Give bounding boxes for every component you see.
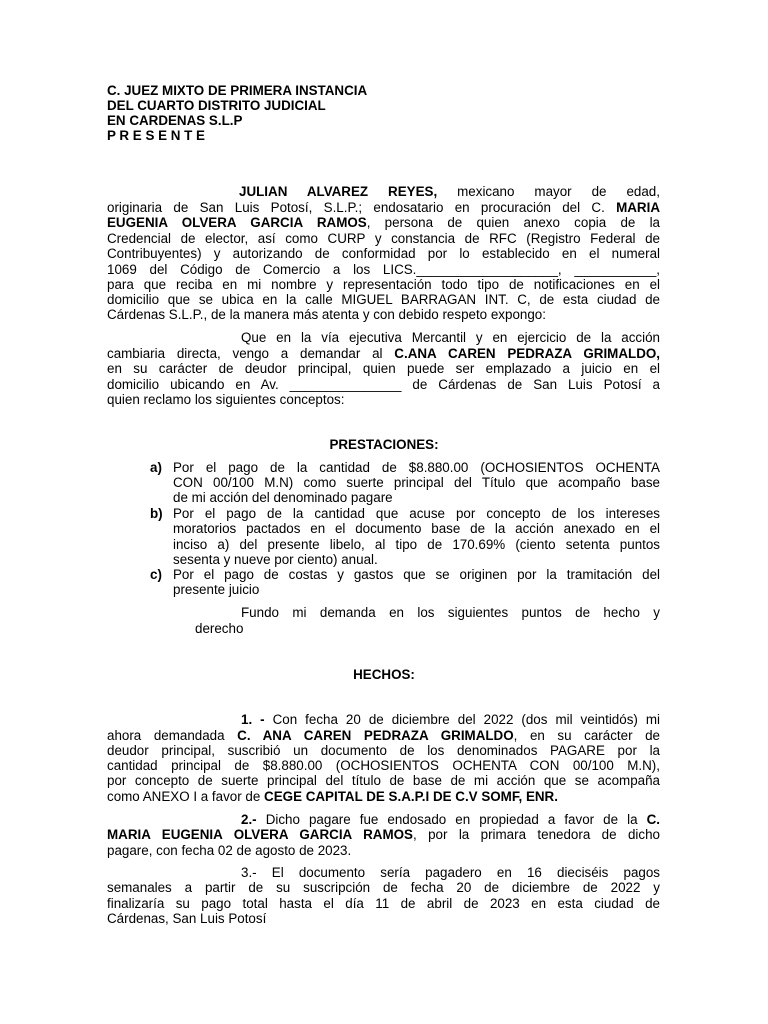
hecho-1-line-2-text-c: , en su carácter de — [513, 728, 661, 743]
intro-line-1-text: mexicano mayor de edad, — [437, 184, 660, 199]
intro-line-9: Cárdenas S.L.P., de la manera más atenta y con debido respeto expongo: — [107, 307, 546, 322]
demand-line-1: Que en la vía ejecutiva Mercantil y en ejercicio de la acción — [241, 330, 660, 345]
prestacion-c-line-1: Por el pago de costas y gastos que se originen por la tramitación del — [173, 567, 660, 582]
demand-line-3: en su carácter de deudor principal, quien puede ser emplazado a juicio en el — [107, 361, 660, 376]
hecho-3-line-4: Cárdenas, San Luis Potosí — [107, 911, 267, 926]
hecho-1-creditor: CEGE CAPITAL DE S.A.P.I DE C.V SOMF, ENR. — [264, 789, 558, 804]
prestacion-b-label: b) — [150, 506, 163, 521]
hecho-1-line-4: cantidad principal de $8.880.00 (OCHOSIENTOS OCHENTA CON 00/100 M.N), — [107, 758, 660, 773]
demand-line-2 — [107, 346, 660, 362]
prestacion-a-line-2: CON 00/100 M.N) como suerte principal del Título que acompaño base — [173, 475, 660, 490]
hecho-1-line-2-text-a: ahora demandada — [107, 728, 238, 743]
hecho-1-line-1 — [241, 712, 660, 728]
demand-line-2-text: cambiaria directa, vengo a demandar al — [107, 346, 395, 361]
plaintiff-name: JULIAN ALVAREZ REYES, — [239, 184, 438, 199]
fundo-line-2: derecho — [195, 621, 244, 636]
hecho-2-line-1-bold: C. — [646, 812, 660, 827]
intro-line-2-text: originaria de San Luis Potosí, S.L.P.; endosatario en procuración del C. — [107, 200, 617, 215]
prestacion-a — [107, 460, 660, 508]
header-line-2: DEL CUARTO DISTRITO JUDICIAL — [107, 98, 326, 113]
hecho-1-line-6 — [107, 789, 558, 805]
hecho-1-line-5: por concepto de suerte principal del título de base de mi acción que se acompaña — [107, 773, 660, 788]
hecho-1-line-1-text: Con fecha 20 de diciembre del 2022 (dos mil veintidós) mi — [264, 712, 660, 727]
header-line-4: P R E S E N T E — [107, 128, 205, 143]
hecho-2-line-3: pagare, con fecha 02 de agosto de 2023. — [107, 843, 352, 858]
prestacion-b-line-4: sesenta y nueve por ciento) anual. — [173, 552, 378, 567]
prestacion-b-line-3: inciso a) del presente libelo, al tipo de 170.69% (ciento setenta puntos — [173, 537, 660, 552]
prestaciones-title: PRESTACIONES: — [329, 437, 439, 452]
endorser-first-name: MARIA — [616, 200, 660, 215]
prestacion-c — [107, 567, 660, 599]
prestacion-b-line-2: moratorios pactados en el documento base de la acción anexado en el — [173, 521, 660, 536]
prestacion-a-label: a) — [150, 460, 162, 475]
prestacion-c-label: c) — [150, 567, 162, 582]
hecho-2-line-1 — [241, 812, 660, 828]
header-line-3: EN CARDENAS S.L.P — [107, 113, 243, 128]
prestacion-a-line-3: de mi acción del denominado pagare — [173, 490, 393, 505]
hecho-2-line-1-text: Dicho pagare fue endosado en propiedad a favor de la — [256, 812, 647, 827]
intro-line-2 — [107, 200, 660, 216]
hecho-1-line-3: deudor principal, suscribió un documento de los denominados PAGARE por la — [107, 743, 660, 758]
hecho-2-number: 2.- — [241, 812, 257, 827]
hecho-1-defendant: C. ANA CAREN PEDRAZA GRIMALDO — [237, 728, 514, 743]
endorser-last-name: EUGENIA OLVERA GARCIA RAMOS — [107, 215, 367, 230]
hecho-3-line-3: finalizaría su pago total hasta el día 11 de abril de 2023 en esta ciudad de — [107, 896, 660, 911]
prestacion-a-line-1: Por el pago de la cantidad de $8.880.00 (OCHOSIENTOS OCHENTA — [173, 460, 660, 475]
intro-line-7: para que reciba en mi nombre y representación todo tipo de notificaciones en el — [107, 277, 660, 292]
hecho-2-endorsee: MARIA EUGENIA OLVERA GARCIA RAMOS — [107, 827, 413, 842]
hechos-title: HECHOS: — [353, 667, 415, 682]
hecho-2-line-2-text: , por la primara tenedora de dicho — [412, 827, 660, 842]
intro-line-5: Contribuyentes) y autorizando de conformidad por lo establecido en el numeral — [107, 246, 660, 261]
demand-line-5: quien reclamo los siguientes conceptos: — [107, 392, 345, 407]
intro-line-1 — [239, 184, 660, 200]
intro-line-3-text: , persona de quien anexo copia de la — [366, 215, 660, 230]
intro-line-4: Credencial de elector, así como CURP y constancia de RFC (Registro Federal de — [107, 231, 660, 246]
prestacion-c-line-2: presente juicio — [173, 582, 260, 597]
header-line-1: C. JUEZ MIXTO DE PRIMERA INSTANCIA — [107, 83, 368, 98]
defendant-name: C.ANA CAREN PEDRAZA GRIMALDO, — [394, 346, 660, 361]
hecho-2-line-2 — [107, 827, 660, 843]
hecho-1-line-2 — [107, 728, 660, 744]
fundo-line-1: Fundo mi demanda en los siguientes puntos de hecho y — [241, 605, 660, 620]
intro-line-8: domicilio que se ubica en la calle MIGUEL BARRAGAN INT. C, de esta ciudad de — [107, 292, 660, 307]
hecho-3-line-2: semanales a partir de su suscripción de fecha 20 de diciembre de 2022 y — [107, 880, 660, 895]
intro-line-3 — [107, 215, 660, 231]
hecho-1-line-6-text: como ANEXO I a favor de — [107, 789, 265, 804]
hecho-1-number: 1. - — [241, 712, 265, 727]
intro-line-6: 1069 del Código de Comercio a los LICS.___________________, ___________, — [107, 262, 660, 277]
prestacion-b-line-1: Por el pago de la cantidad que acuse por concepto de los intereses — [173, 506, 660, 521]
prestacion-b — [107, 506, 660, 570]
demand-line-4: domicilio ubicando en Av. _______________ de Cárdenas de San Luis Potosí a — [107, 377, 660, 392]
hecho-3-line-1: 3.- El documento sería pagadero en 16 dieciséis pagos — [241, 865, 660, 880]
